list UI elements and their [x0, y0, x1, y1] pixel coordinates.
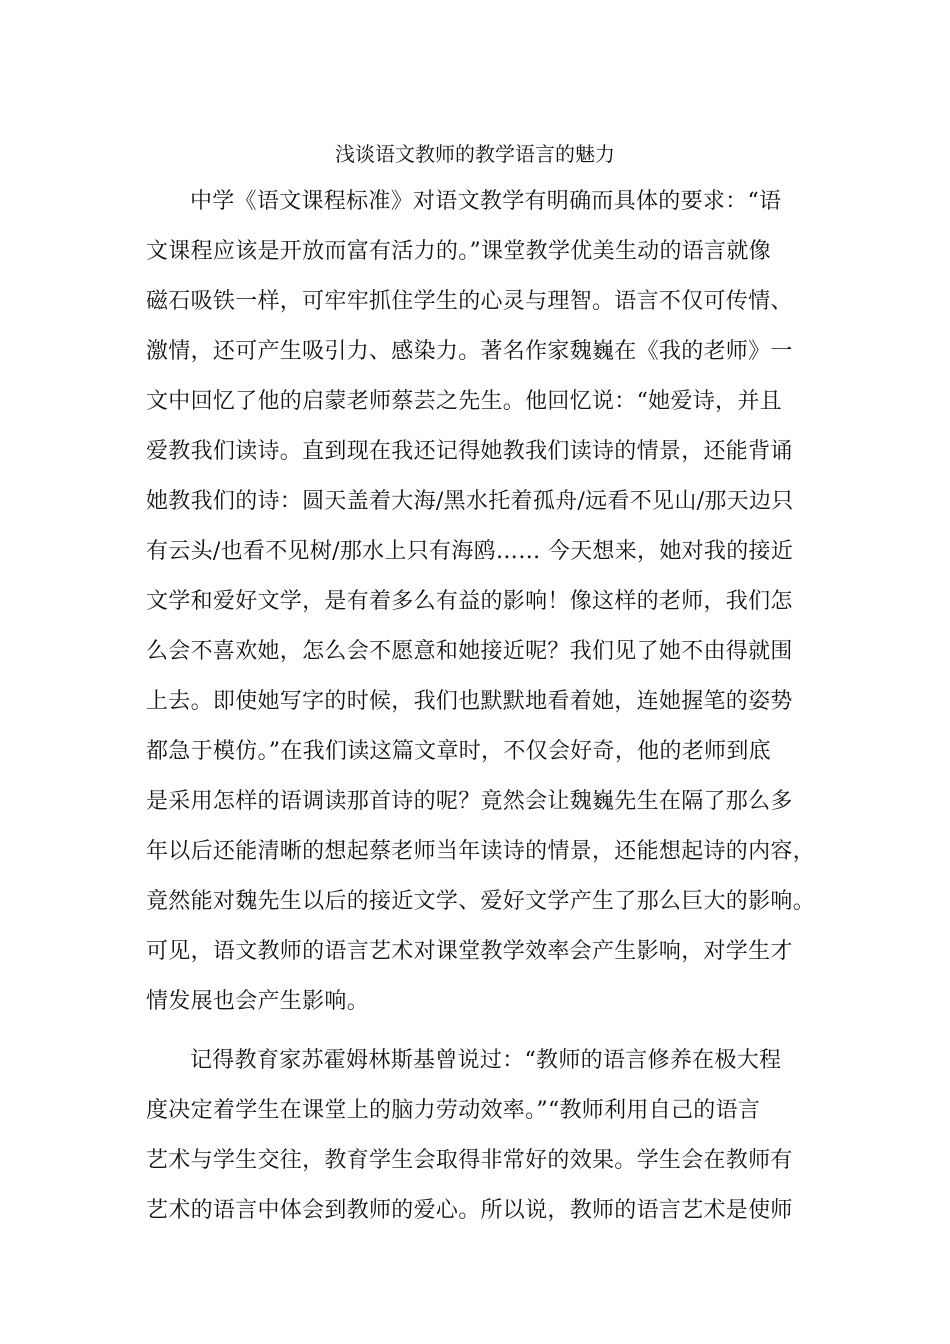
- text-line: 艺术的语言中体会到教师的爱心。所以说，教师的语言艺术是使师: [146, 1198, 793, 1223]
- text-line: 情发展也会产生影响。: [146, 989, 370, 1014]
- text-line: 上去。即使她写字的时候，我们也默默地看着她，连她握笔的姿势: [146, 689, 793, 714]
- text-line: 文学和爱好文学，是有着多么有益的影响！像这样的老师，我们怎: [146, 589, 793, 614]
- text-line: 中学《语文课程标准》对语文教学有明确而具体的要求：“语: [190, 189, 782, 214]
- document-body: [146, 180, 818, 1239]
- text-line: 爱教我们读诗。直到现在我还记得她教我们读诗的情景，还能背诵: [146, 439, 793, 464]
- text-line: 激情，还可产生吸引力、感染力。著名作家魏巍在《我的老师》一: [146, 339, 793, 364]
- text-line: 文课程应该是开放而富有活力的。”课堂教学优美生动的语言就像: [146, 239, 771, 264]
- text-line: 度决定着学生在课堂上的脑力劳动效率。”“教师利用自己的语言: [146, 1098, 761, 1123]
- document-title: 浅谈语文教师的教学语言的魅力: [335, 142, 615, 166]
- text-line: 磁石吸铁一样，可牢牢抓住学生的心灵与理智。语言不仅可传情、: [146, 289, 793, 314]
- text-line: 有云头/也看不见树/那水上只有海鸥…… 今天想来，她对我的接近: [146, 539, 794, 564]
- text-line: 记得教育家苏霍姆林斯基曾说过：“教师的语言修养在极大程: [190, 1048, 782, 1073]
- text-line: 么会不喜欢她，怎么会不愿意和她接近呢？我们见了她不由得就围: [146, 639, 793, 664]
- text-line: 是采用怎样的语调读那首诗的呢？竟然会让魏巍先生在隔了那么多: [146, 789, 793, 814]
- text-line: 年以后还能清晰的想起蔡老师当年读诗的情景，还能想起诗的内容，: [146, 839, 816, 864]
- text-line: 她教我们的诗：圆天盖着大海/黑水托着孤舟/远看不见山/那天边只: [146, 489, 794, 514]
- text-line: 都急于模仿。”在我们读这篇文章时，不仅会好奇，他的老师到底: [146, 739, 771, 764]
- text-line: 可见，语文教师的语言艺术对课堂教学效率会产生影响，对学生才: [146, 939, 793, 964]
- text-line: 文中回忆了他的启蒙老师蔡芸之先生。他回忆说：“她爱诗，并且: [146, 389, 782, 414]
- paragraph-spacer: [146, 1030, 818, 1039]
- paragraph-1: [146, 180, 818, 1030]
- paragraph-2: [146, 1039, 818, 1239]
- text-line: 艺术与学生交往，教育学生会取得非常好的效果。学生会在教师有: [146, 1148, 793, 1173]
- text-line: 竟然能对魏先生以后的接近文学、爱好文学产生了那么巨大的影响。: [146, 889, 816, 914]
